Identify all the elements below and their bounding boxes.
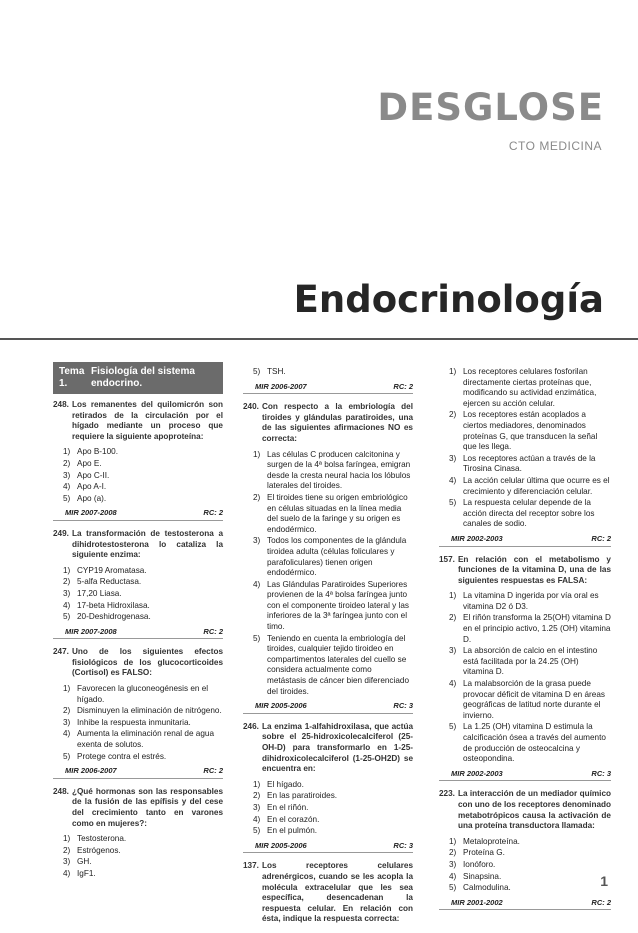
option-number: 1) — [63, 684, 71, 694]
question-stem — [53, 529, 223, 561]
question — [53, 647, 223, 779]
option-number: 3) — [449, 859, 457, 869]
option-item — [449, 646, 611, 678]
exam-reference: MIR 2006-2007 — [255, 381, 307, 391]
option-number: 5) — [253, 826, 261, 836]
option-number: 3) — [63, 588, 71, 598]
option-text: Apo A-I. — [77, 482, 107, 492]
option-number: 4) — [253, 579, 261, 589]
option-text: Inhibe la respuesta inmunitaria. — [77, 717, 191, 727]
option-number: 5) — [63, 612, 71, 622]
option-item — [63, 612, 223, 623]
column-3 — [439, 362, 611, 918]
page-number: 1 — [600, 873, 608, 889]
option-item — [63, 729, 223, 750]
option-number: 3) — [63, 857, 71, 867]
option-number: 2) — [253, 791, 261, 801]
option-text: Estrógenos. — [77, 845, 121, 855]
question — [243, 722, 413, 854]
option-number: 1) — [449, 367, 457, 376]
options-list — [63, 566, 223, 623]
question-text: Uno de los siguientes efectos fisiológicos de los glucocorticoides (Cortisol) es FALSO: — [71, 647, 223, 678]
option-text: CYP19 Aromatasa. — [77, 565, 147, 575]
option-item — [449, 367, 611, 409]
question — [53, 529, 223, 639]
option-text: Los receptores están acoplados a ciertos mediadores, denominados proteínas G, que transducen la señal que les llega. — [463, 410, 598, 452]
question-stem — [53, 647, 223, 679]
option-item — [63, 601, 223, 612]
option-text: La respuesta celular depende de la acción directa del receptor sobre los canales de sodio. — [463, 498, 595, 529]
option-number: 3) — [63, 470, 71, 480]
option-text: 17,20 Liasa. — [77, 588, 122, 598]
option-text: Favorecen la gluconeogénesis en el hígado. — [77, 684, 209, 704]
question-text: Con respecto a la embriología del tiroides y glándulas paratiroides, una de las siguientes afirmaciones NO es correcta: — [261, 402, 413, 443]
option-text: En el riñón. — [267, 802, 309, 812]
option-text: La vitamina D ingerida por vía oral es vitamina D2 ó D3. — [463, 591, 599, 611]
answer-key: RC: 3 — [393, 840, 413, 850]
question-stem — [439, 789, 611, 831]
option-number: 3) — [253, 802, 261, 812]
question-text: La interacción de un mediador químico con uno de los receptores denominado metabotrópicos causa la activación de una proteína transductora llamada: — [457, 789, 611, 831]
option-number: 4) — [63, 729, 71, 739]
option-text: Todos los componentes de la glándula tiroidea adulta (células foliculares y parafoliculares) tienen origen endodérmico. — [267, 536, 407, 578]
option-text: Ionóforo. — [463, 859, 496, 869]
option-item — [63, 459, 223, 470]
option-text: Protege contra el estrés. — [77, 751, 167, 761]
option-text: 20-Deshidrogenasa. — [77, 612, 151, 622]
option-text: 5-alfa Reductasa. — [77, 577, 142, 587]
option-number: 3) — [63, 717, 71, 727]
option-number: 2) — [63, 845, 71, 855]
question-text: En relación con el metabolismo y funciones de la vitamina D, una de las siguientes respuestas es FALSA: — [457, 554, 611, 585]
option-number: 2) — [449, 848, 457, 858]
option-item — [253, 791, 413, 802]
question-stem — [243, 402, 413, 444]
option-text: Aumenta la eliminación renal de agua exenta de solutos. — [77, 729, 215, 750]
question-number: 247. — [53, 647, 69, 657]
option-text: Testosterona. — [77, 834, 127, 844]
question-number: 240. — [243, 402, 259, 412]
tema-label: Fisiología del sistema endocrino. — [91, 366, 195, 389]
exam-reference: MIR 2005-2006 — [255, 840, 307, 850]
option-item — [253, 536, 413, 578]
option-item — [63, 857, 223, 868]
option-number: 5) — [253, 633, 261, 643]
option-item — [253, 450, 413, 492]
question — [53, 400, 223, 521]
option-text: La 1.25 (OH) vitamina D estimula la calcificación ósea a través del aumento de producción de osteocalcina y osteopondina. — [463, 722, 606, 764]
column-1 — [53, 362, 223, 888]
question-stem — [53, 400, 223, 442]
option-item — [63, 482, 223, 493]
option-text: Apo B-100. — [77, 447, 118, 457]
option-item — [449, 860, 611, 871]
reference-line — [53, 764, 223, 779]
option-number: 5) — [63, 493, 71, 503]
question-text: Los receptores celulares adrenérgicos, cuando se les acopla la molécula extracelular que les sea específica, desencadenan la respuesta celular. En relación con ésta, indique la respuesta correcta: — [261, 861, 413, 924]
option-item — [63, 834, 223, 845]
reference-line — [243, 380, 413, 395]
exam-reference: MIR 2007-2008 — [65, 508, 117, 518]
option-text: El tiroides tiene su origen embriológico en células situadas en la línea media del suelo de la faringe y su origen es endodérmico. — [267, 492, 408, 534]
question-number: 249. — [53, 528, 69, 538]
option-item — [449, 613, 611, 645]
options-list — [253, 367, 413, 378]
option-item — [253, 780, 413, 791]
answer-key: RC: 2 — [591, 897, 611, 907]
option-item — [63, 494, 223, 505]
option-number: 4) — [449, 679, 457, 689]
reference-line — [243, 839, 413, 854]
option-text: Apo C-II. — [77, 470, 110, 480]
option-number: 3) — [449, 646, 457, 656]
answer-key: RC: 2 — [203, 508, 223, 518]
option-number: 1) — [63, 447, 71, 457]
option-text: Apo (a). — [77, 493, 107, 503]
reference-line — [243, 699, 413, 714]
option-text: GH. — [77, 857, 92, 867]
question-stem — [243, 722, 413, 775]
option-text: Proteína G. — [463, 848, 505, 858]
option-item — [449, 591, 611, 612]
option-number: 5) — [449, 883, 457, 893]
reference-line — [439, 896, 611, 911]
option-number: 2) — [63, 577, 71, 587]
reference-line — [439, 767, 611, 782]
question — [243, 402, 413, 714]
option-text: TSH. — [267, 367, 286, 376]
option-number: 4) — [253, 814, 261, 824]
option-text: La absorción de calcio en el intestino está facilitada por la 24.25 (OH) vitamina D. — [463, 646, 598, 677]
option-item — [63, 706, 223, 717]
option-number: 4) — [449, 475, 457, 485]
option-number: 2) — [63, 458, 71, 468]
answer-key: RC: 2 — [591, 533, 611, 543]
exam-reference: MIR 2001-2002 — [451, 897, 503, 907]
option-text: IgF1. — [77, 868, 96, 878]
answer-key: RC: 3 — [591, 768, 611, 778]
option-number: 1) — [63, 565, 71, 575]
option-number: 5) — [63, 751, 71, 761]
option-item — [63, 566, 223, 577]
option-item — [449, 837, 611, 848]
question-text: Los remanentes del quilomicrón son retirados de la circulación por el hígado mediante un proceso que requiere la siguiente apoproteína: — [71, 400, 223, 441]
reference-line — [439, 532, 611, 547]
option-text: Teniendo en cuenta la embriología del tiroides, cualquier tejido tiroideo en compartimentos laterales del cuello se considera actualmente como metástasis de cáncer bien diferenciado del tiroides. — [267, 633, 409, 696]
option-item — [63, 718, 223, 729]
option-number: 1) — [253, 449, 261, 459]
option-number: 2) — [449, 613, 457, 623]
option-text: Las Glándulas Paratiroides Superiores provienen de la 4ª bolsa faríngea junto con el componente tiroideo lateral y las inferiores de la 3ª faríngea junto con el timo. — [267, 579, 409, 632]
exam-reference: MIR 2007-2008 — [65, 626, 117, 636]
option-number: 4) — [63, 482, 71, 492]
reference-line — [53, 506, 223, 521]
question-number: 248. — [53, 786, 69, 796]
option-item — [253, 815, 413, 826]
option-item — [253, 493, 413, 535]
question — [53, 787, 223, 880]
question-number: 137. — [243, 861, 259, 871]
question-number: 246. — [243, 721, 259, 731]
question-text: La transformación de testosterona a dihidrotestosterona lo cataliza la siguiente enzima: — [71, 528, 223, 560]
option-number: 2) — [253, 492, 261, 502]
exam-reference: MIR 2006-2007 — [65, 766, 117, 776]
exam-reference: MIR 2002-2003 — [451, 768, 503, 778]
tema-heading — [53, 362, 223, 394]
option-text: Los receptores celulares fosforilan directamente ciertas proteínas que, modificando su actividad enzimática, ejercen su acción celular. — [463, 367, 597, 408]
question-text: ¿Qué hormonas son las responsables de la fusión de las epífisis y del cese del crecimiento tanto en varones como en mujeres?: — [71, 786, 223, 828]
header-subtitle: CTO MEDICINA — [508, 139, 602, 153]
option-number: 1) — [63, 834, 71, 844]
option-text: Disminuyen la eliminación de nitrógeno. — [77, 706, 222, 716]
option-text: La acción celular última que ocurre es el crecimiento y diferenciación celular. — [463, 475, 610, 496]
option-number: 1) — [253, 779, 261, 789]
option-item — [63, 846, 223, 857]
option-text: Las células C producen calcitonina y surgen de la 4ª bolsa faríngea, emigran desde la cresta neural hacia los lóbulos laterales del tiroides. — [267, 449, 411, 491]
option-item — [449, 476, 611, 497]
option-text: En las paratiroides. — [267, 791, 338, 801]
answer-key: RC: 3 — [393, 701, 413, 711]
option-text: El hígado. — [267, 779, 304, 789]
question-stem — [243, 861, 413, 925]
reference-line — [53, 625, 223, 640]
option-number: 2) — [63, 706, 71, 716]
options-list — [63, 684, 223, 762]
options-list — [253, 780, 413, 837]
question-number: 223. — [439, 789, 455, 799]
option-item — [253, 580, 413, 633]
option-text: Sinapsina. — [463, 871, 502, 881]
option-item — [449, 410, 611, 452]
option-text: El riñón transforma la 25(OH) vitamina D en el principio activo, 1.25 (OH) vitamina D. — [463, 613, 611, 644]
column-2 — [243, 362, 413, 933]
option-item — [63, 589, 223, 600]
options-list — [449, 591, 611, 765]
option-number: 5) — [253, 367, 261, 376]
tema-number: Tema 1. — [59, 366, 85, 389]
answer-key: RC: 2 — [393, 381, 413, 391]
option-item — [253, 826, 413, 837]
option-text: En el corazón. — [267, 814, 320, 824]
option-item — [63, 447, 223, 458]
option-item — [253, 367, 413, 378]
question-stem — [53, 787, 223, 829]
option-item — [449, 872, 611, 883]
option-text: Apo E. — [77, 458, 102, 468]
option-item — [63, 577, 223, 588]
exam-reference: MIR 2002-2003 — [451, 533, 503, 543]
option-number: 4) — [449, 871, 457, 881]
options-list — [449, 837, 611, 894]
option-text: En el pulmón. — [267, 826, 318, 836]
option-item — [449, 722, 611, 764]
option-item — [253, 803, 413, 814]
answer-key: RC: 2 — [203, 766, 223, 776]
options-list — [253, 450, 413, 698]
option-item — [253, 634, 413, 698]
option-number: 1) — [449, 591, 457, 601]
answer-key: RC: 2 — [203, 626, 223, 636]
option-item — [63, 471, 223, 482]
option-item — [449, 679, 611, 721]
option-item — [63, 752, 223, 763]
option-text: Los receptores actúan a través de la Tirosina Cinasa. — [463, 453, 596, 474]
question — [243, 861, 413, 925]
option-item — [449, 883, 611, 894]
divider — [0, 338, 638, 340]
header-title: DESGLOSE — [377, 86, 604, 129]
question-number: 248. — [53, 400, 69, 409]
option-item — [449, 498, 611, 530]
option-item — [449, 848, 611, 859]
option-item — [63, 869, 223, 880]
question-text: La enzima 1-alfahidroxilasa, que actúa sobre el 25-hidroxicolecalciferol (25-OH-D) para transformarlo en 1-25-dihidroxicolecalciferol (1-25-OH2D) se encuentra en: — [261, 721, 413, 774]
topic-title: Endocrinología — [293, 278, 604, 321]
option-item — [449, 454, 611, 475]
exam-reference: MIR 2005-2006 — [255, 701, 307, 711]
option-text: La malabsorción de la grasa puede provocar déficit de vitamina D en áreas geográficas de latitud norte durante el invierno. — [463, 679, 605, 720]
question — [243, 367, 413, 394]
option-item — [63, 684, 223, 705]
question — [439, 555, 611, 782]
question — [439, 789, 611, 910]
options-list — [449, 367, 611, 530]
options-list — [63, 447, 223, 504]
question-stem — [439, 555, 611, 587]
option-number: 3) — [449, 453, 457, 463]
option-text: Metaloproteína. — [463, 836, 520, 846]
option-number: 4) — [63, 868, 71, 878]
option-number: 5) — [449, 722, 457, 732]
options-list — [63, 834, 223, 879]
question — [439, 367, 611, 547]
option-text: 17-beta Hidroxilasa. — [77, 600, 150, 610]
option-number: 5) — [449, 498, 457, 508]
option-number: 1) — [449, 836, 457, 846]
option-number: 3) — [253, 536, 261, 546]
option-text: Calmodulina. — [463, 883, 511, 893]
option-number: 4) — [63, 600, 71, 610]
option-number: 2) — [449, 410, 457, 420]
question-number: 157. — [439, 554, 455, 564]
